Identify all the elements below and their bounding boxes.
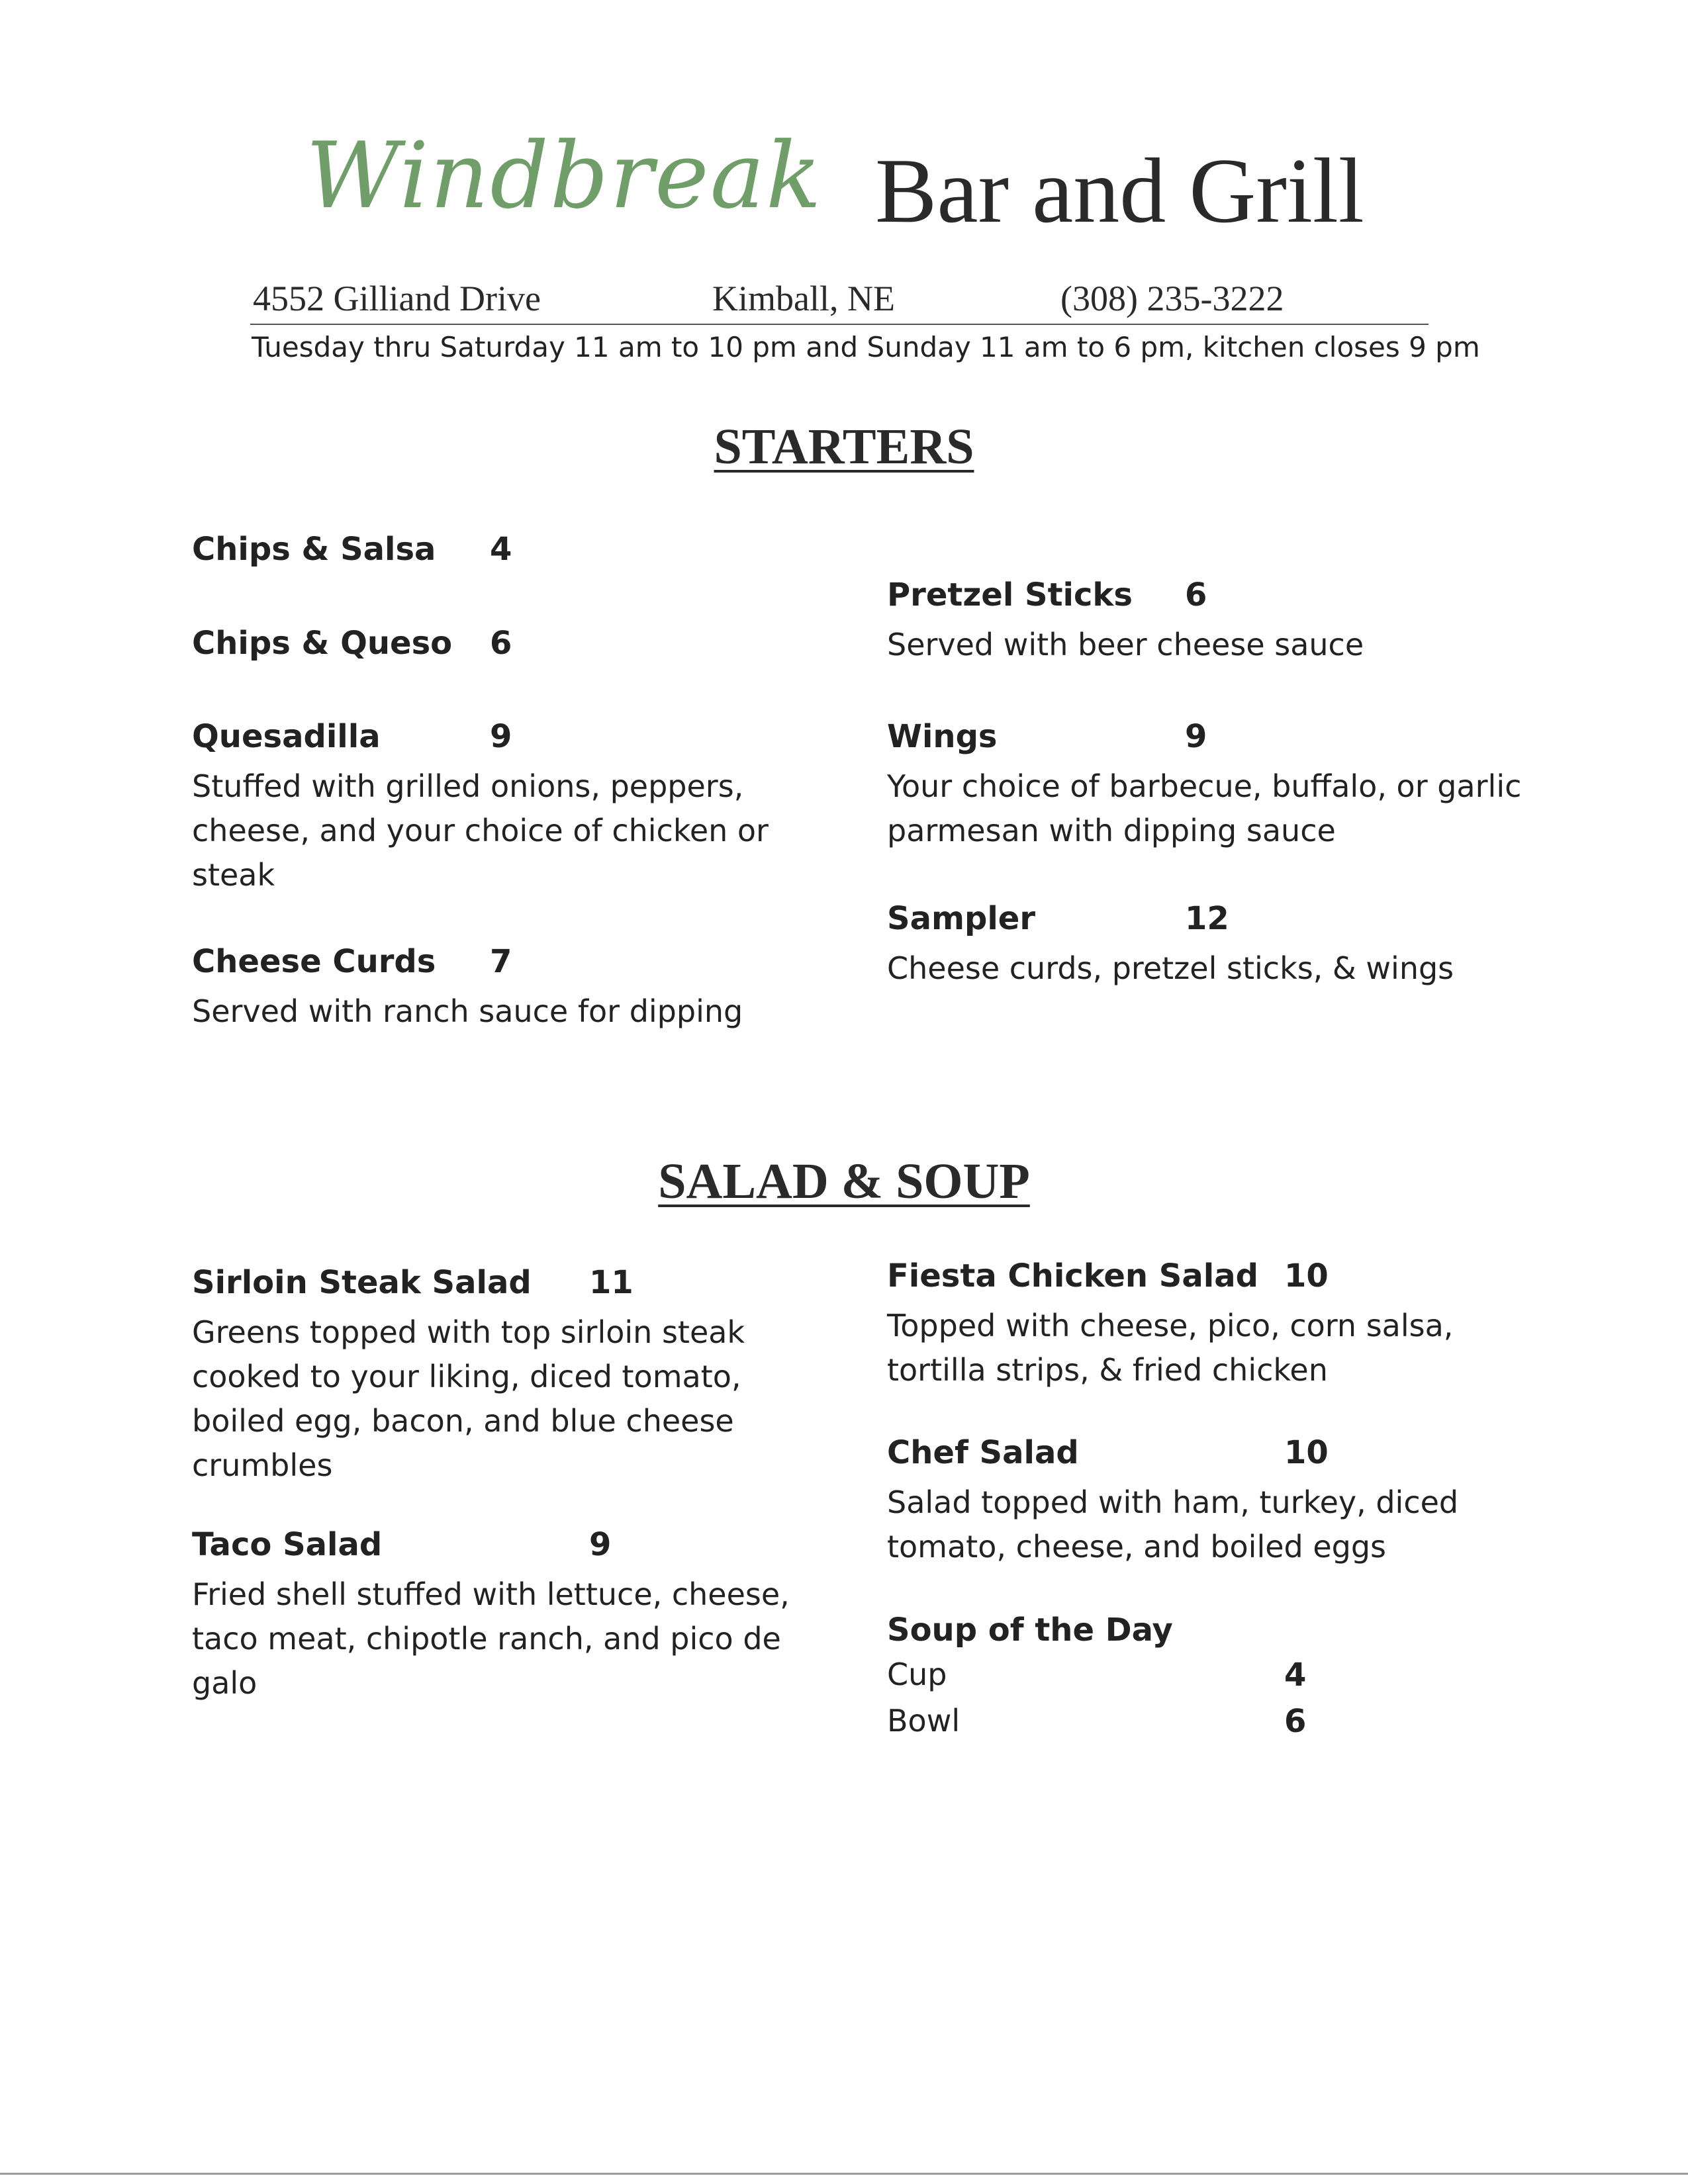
item-price: 9	[1185, 718, 1207, 755]
item-description: Cheese curds, pretzel sticks, & wings	[887, 950, 1454, 986]
item-price: 7	[490, 943, 512, 980]
item-name: Wings	[887, 718, 998, 755]
soup-option-price: 6	[1284, 1703, 1307, 1740]
item-price: 9	[490, 718, 512, 755]
soup-option-label: Bowl	[887, 1703, 961, 1739]
item-name: Sampler	[887, 900, 1036, 937]
item-price: 10	[1284, 1434, 1329, 1471]
header-divider	[250, 324, 1429, 325]
item-description: Stuffed with grilled onions, peppers, cheese, and your choice of chicken or steak	[192, 768, 769, 893]
item-description: Fried shell stuffed with lettuce, cheese, taco meat, chipotle ranch, and pico de galo	[192, 1576, 790, 1701]
brand-script-title: Windbreak	[306, 122, 823, 229]
item-price: 4	[490, 531, 512, 568]
item-description: Served with ranch sauce for dipping	[192, 993, 743, 1029]
item-price: 6	[490, 625, 512, 662]
soup-option-label: Cup	[887, 1657, 947, 1692]
phone-number: (308) 235-3222	[1060, 279, 1284, 318]
opening-hours: Tuesday thru Saturday 11 am to 10 pm and Sunday 11 am to 6 pm, kitchen closes 9 pm	[252, 331, 1480, 363]
page-bottom-edge	[0, 2173, 1688, 2175]
section-title-starters	[0, 418, 1688, 476]
address: 4552 Gilliand Drive	[253, 279, 541, 318]
item-description: Topped with cheese, pico, corn salsa, tortilla strips, & fried chicken	[887, 1308, 1454, 1388]
item-description: Your choice of barbecue, buffalo, or garlic parmesan with dipping sauce	[887, 768, 1522, 848]
item-description: Greens topped with top sirloin steak cooked to your liking, diced tomato, boiled egg, bacon, and blue cheese crumbles	[192, 1314, 745, 1483]
item-name: Pretzel Sticks	[887, 576, 1133, 614]
item-price: 6	[1185, 576, 1207, 614]
item-name: Soup of the Day	[887, 1612, 1173, 1649]
soup-option-price: 4	[1284, 1657, 1307, 1694]
item-description: Served with beer cheese sauce	[887, 627, 1364, 662]
item-name: Cheese Curds	[192, 943, 436, 980]
item-name: Chef Salad	[887, 1434, 1079, 1471]
item-price: 11	[589, 1264, 633, 1301]
item-name: Chips & Salsa	[192, 531, 436, 568]
item-name: Quesadilla	[192, 718, 381, 755]
section-title-starters-text: STARTERS	[714, 419, 974, 475]
item-price: 12	[1185, 900, 1229, 937]
section-title-salad-soup	[0, 1153, 1688, 1210]
city: Kimball, NE	[712, 279, 895, 318]
item-price: 10	[1284, 1257, 1329, 1295]
item-name: Sirloin Steak Salad	[192, 1264, 532, 1301]
item-name: Fiesta Chicken Salad	[887, 1257, 1258, 1295]
section-title-salad-soup-text: SALAD & SOUP	[658, 1154, 1030, 1209]
item-price: 9	[589, 1526, 612, 1563]
brand-title: Bar and Grill	[875, 140, 1364, 242]
item-description: Salad topped with ham, turkey, diced tomato, cheese, and boiled eggs	[887, 1484, 1459, 1565]
item-name: Taco Salad	[192, 1526, 383, 1563]
item-name: Chips & Queso	[192, 625, 453, 662]
